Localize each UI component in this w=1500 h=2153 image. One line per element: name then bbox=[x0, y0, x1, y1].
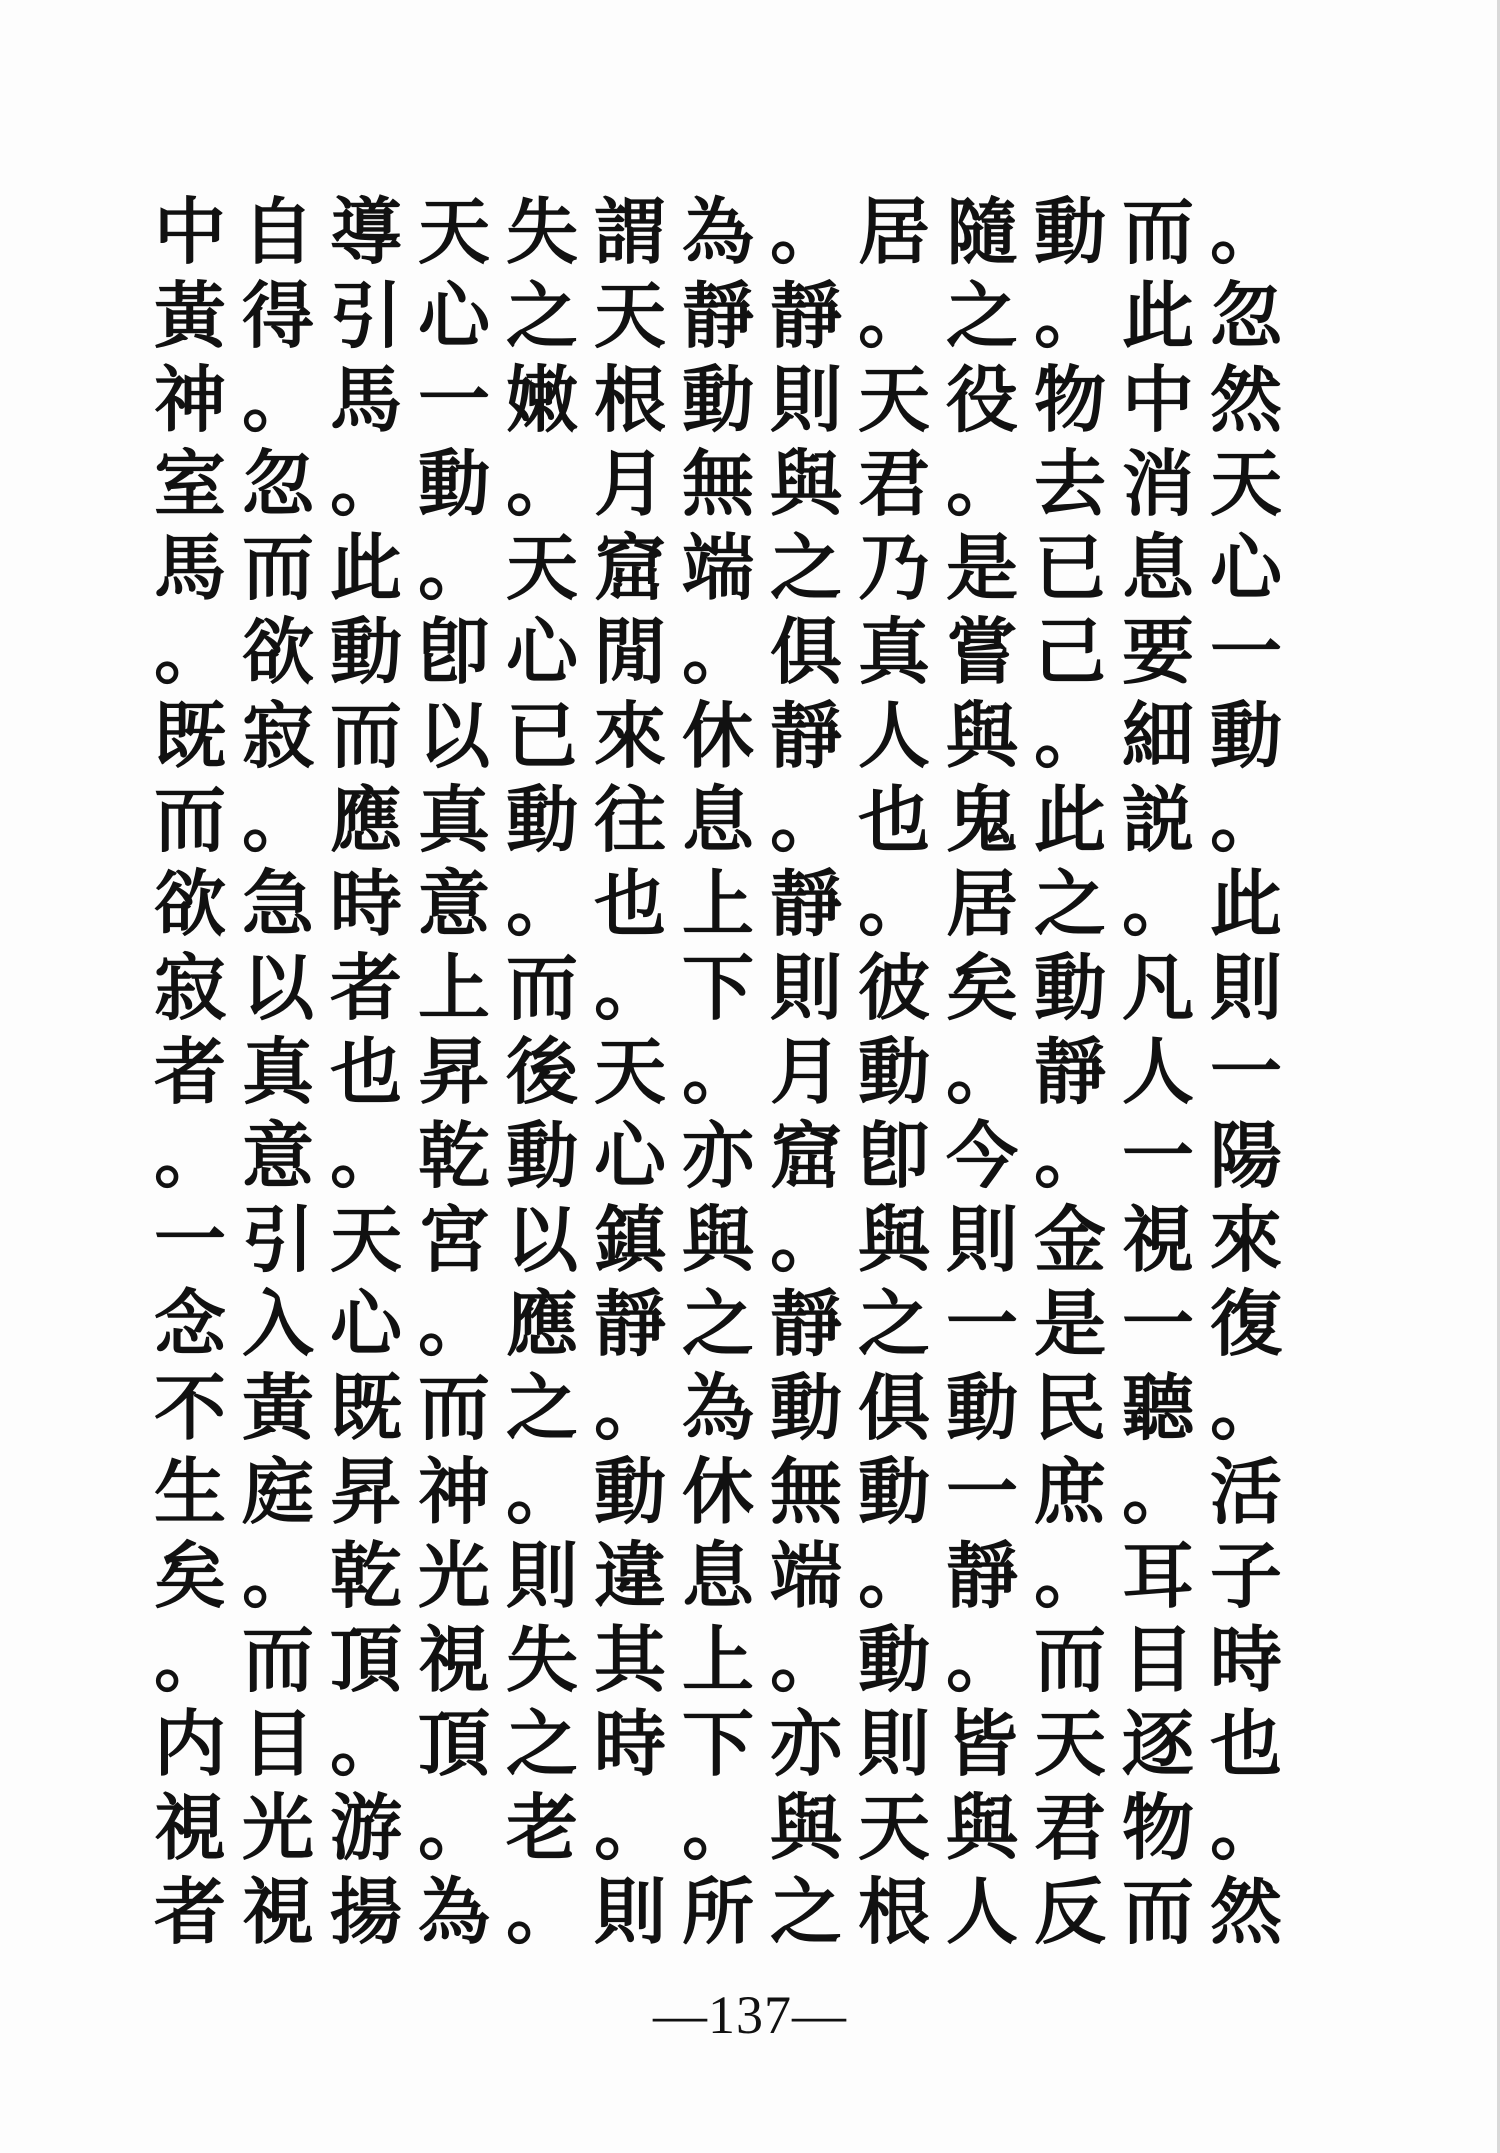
character: 而 bbox=[1121, 189, 1194, 274]
character: 者 bbox=[153, 1029, 226, 1114]
text-row bbox=[148, 1534, 1293, 1618]
character: 則 bbox=[945, 1197, 1018, 1282]
character: 息 bbox=[681, 777, 754, 862]
character: 其 bbox=[593, 1617, 666, 1702]
character: 念 bbox=[153, 1281, 226, 1366]
character: 人 bbox=[945, 1869, 1018, 1954]
character: 與 bbox=[769, 1785, 842, 1870]
character: 要 bbox=[1121, 609, 1194, 694]
character: 之 bbox=[505, 273, 578, 358]
character: 閒 bbox=[593, 609, 666, 694]
character: 。 bbox=[1209, 777, 1282, 862]
character: 一 bbox=[417, 357, 490, 442]
character: 心 bbox=[593, 1113, 666, 1198]
character: 一 bbox=[153, 1197, 226, 1282]
character: 動 bbox=[505, 777, 578, 862]
character: 陽 bbox=[1209, 1113, 1282, 1198]
character: 此 bbox=[1121, 273, 1194, 358]
character: 生 bbox=[153, 1449, 226, 1534]
character: 則 bbox=[505, 1533, 578, 1618]
character: 凡 bbox=[1121, 945, 1194, 1030]
character: 動 bbox=[1033, 189, 1106, 274]
character: 視 bbox=[153, 1785, 226, 1870]
character: 君 bbox=[1033, 1785, 1106, 1870]
character: 己 bbox=[1033, 609, 1106, 694]
text-row bbox=[148, 1114, 1293, 1198]
character: 動 bbox=[417, 441, 490, 526]
character: 一 bbox=[1121, 1281, 1194, 1366]
character: 端 bbox=[681, 525, 754, 610]
character: 之 bbox=[1033, 861, 1106, 946]
character: 。 bbox=[1209, 1785, 1282, 1870]
character: 乾 bbox=[417, 1113, 490, 1198]
character: 靜 bbox=[769, 693, 842, 778]
character: 是 bbox=[945, 525, 1018, 610]
character: 動 bbox=[593, 1449, 666, 1534]
character: 而 bbox=[505, 945, 578, 1030]
character: 神 bbox=[153, 357, 226, 442]
character: 。 bbox=[857, 1533, 930, 1618]
character: 。 bbox=[681, 1785, 754, 1870]
character: 。 bbox=[681, 1029, 754, 1114]
character: 欲 bbox=[241, 609, 314, 694]
character: 靜 bbox=[1033, 1029, 1106, 1114]
character: 。 bbox=[1033, 273, 1106, 358]
character: 乃 bbox=[857, 525, 930, 610]
character: 謂 bbox=[593, 189, 666, 274]
character: 説 bbox=[1121, 777, 1194, 862]
character: 。 bbox=[945, 441, 1018, 526]
character: 動 bbox=[1033, 945, 1106, 1030]
page-number: —137— bbox=[653, 1985, 847, 2045]
character: 。 bbox=[769, 1617, 842, 1702]
character: 動 bbox=[857, 1449, 930, 1534]
character: 。 bbox=[153, 1113, 226, 1198]
character: 息 bbox=[681, 1533, 754, 1618]
character: 視 bbox=[417, 1617, 490, 1702]
character: 。 bbox=[593, 945, 666, 1030]
character: 昇 bbox=[417, 1029, 490, 1114]
character: 而 bbox=[1121, 1869, 1194, 1954]
body-text bbox=[148, 189, 1293, 1954]
character: 目 bbox=[241, 1701, 314, 1786]
character: 神 bbox=[417, 1449, 490, 1534]
character: 天 bbox=[857, 357, 930, 442]
character: 天 bbox=[1209, 441, 1282, 526]
character: 老 bbox=[505, 1785, 578, 1870]
character: 月 bbox=[769, 1029, 842, 1114]
character: 既 bbox=[329, 1365, 402, 1450]
character: 息 bbox=[1121, 525, 1194, 610]
character: 而 bbox=[1033, 1617, 1106, 1702]
character: 者 bbox=[329, 945, 402, 1030]
character: 隨 bbox=[945, 189, 1018, 274]
character: 。 bbox=[1033, 1533, 1106, 1618]
character: 之 bbox=[505, 1365, 578, 1450]
character: 忽 bbox=[241, 441, 314, 526]
character: 。 bbox=[1209, 1365, 1282, 1450]
character: 然 bbox=[1209, 357, 1282, 442]
character: 。 bbox=[857, 861, 930, 946]
character: 金 bbox=[1033, 1197, 1106, 1282]
character: 。 bbox=[329, 1113, 402, 1198]
character: 也 bbox=[1209, 1701, 1282, 1786]
character: 心 bbox=[1209, 525, 1282, 610]
text-row bbox=[148, 1870, 1293, 1954]
character: 頂 bbox=[329, 1617, 402, 1702]
character: 動 bbox=[857, 1029, 930, 1114]
character: 寂 bbox=[153, 945, 226, 1030]
character: 居 bbox=[945, 861, 1018, 946]
character: 天 bbox=[417, 189, 490, 274]
character: 。 bbox=[329, 441, 402, 526]
character: 與 bbox=[945, 1785, 1018, 1870]
text-row bbox=[148, 1366, 1293, 1450]
character: 動 bbox=[329, 609, 402, 694]
character: 嘗 bbox=[945, 609, 1018, 694]
character: 。 bbox=[681, 609, 754, 694]
character: 靜 bbox=[769, 861, 842, 946]
character: 目 bbox=[1121, 1617, 1194, 1702]
character: 今 bbox=[945, 1113, 1018, 1198]
character: 動 bbox=[945, 1365, 1018, 1450]
character: 動 bbox=[505, 1113, 578, 1198]
character: 。 bbox=[153, 1617, 226, 1702]
character: 違 bbox=[593, 1533, 666, 1618]
character: 。 bbox=[241, 1533, 314, 1618]
character: 與 bbox=[945, 693, 1018, 778]
character: 所 bbox=[681, 1869, 754, 1954]
character: 。 bbox=[417, 525, 490, 610]
character: 則 bbox=[593, 1869, 666, 1954]
character: 中 bbox=[153, 189, 226, 274]
character: 則 bbox=[769, 357, 842, 442]
character: 者 bbox=[153, 1869, 226, 1954]
text-row bbox=[148, 1030, 1293, 1114]
character: 彼 bbox=[857, 945, 930, 1030]
character: 天 bbox=[593, 273, 666, 358]
character: 黃 bbox=[241, 1365, 314, 1450]
character: 真 bbox=[241, 1029, 314, 1114]
character: 細 bbox=[1121, 693, 1194, 778]
character: 入 bbox=[241, 1281, 314, 1366]
character: 真 bbox=[417, 777, 490, 862]
character: 。 bbox=[241, 777, 314, 862]
character: 時 bbox=[329, 861, 402, 946]
character: 室 bbox=[153, 441, 226, 526]
character: 馬 bbox=[153, 525, 226, 610]
character: 失 bbox=[505, 189, 578, 274]
text-row bbox=[148, 526, 1293, 610]
character: 一 bbox=[1209, 1029, 1282, 1114]
character: 之 bbox=[505, 1701, 578, 1786]
character: 休 bbox=[681, 693, 754, 778]
character: 。 bbox=[593, 1785, 666, 1870]
character: 然 bbox=[1209, 1869, 1282, 1954]
character: 宮 bbox=[417, 1197, 490, 1282]
character: 心 bbox=[505, 609, 578, 694]
character: 鬼 bbox=[945, 777, 1018, 862]
character: 。 bbox=[857, 273, 930, 358]
character: 時 bbox=[1209, 1617, 1282, 1702]
character: 與 bbox=[857, 1197, 930, 1282]
character: 天 bbox=[505, 525, 578, 610]
character: 靜 bbox=[681, 273, 754, 358]
character: 耳 bbox=[1121, 1533, 1194, 1618]
character: 此 bbox=[1209, 861, 1282, 946]
character: 下 bbox=[681, 1701, 754, 1786]
character: 根 bbox=[593, 357, 666, 442]
character: 得 bbox=[241, 273, 314, 358]
character: 之 bbox=[945, 273, 1018, 358]
character: 已 bbox=[1033, 525, 1106, 610]
character: 矣 bbox=[153, 1533, 226, 1618]
character: 引 bbox=[241, 1197, 314, 1282]
character: 之 bbox=[681, 1281, 754, 1366]
character: 心 bbox=[329, 1281, 402, 1366]
character: 鎮 bbox=[593, 1197, 666, 1282]
character: 光 bbox=[417, 1533, 490, 1618]
character: 役 bbox=[945, 357, 1018, 442]
character: 。 bbox=[1121, 861, 1194, 946]
character: 也 bbox=[329, 1029, 402, 1114]
character: 與 bbox=[681, 1197, 754, 1282]
text-row bbox=[148, 946, 1293, 1030]
character: 此 bbox=[329, 525, 402, 610]
character: 以 bbox=[505, 1197, 578, 1282]
character: 而 bbox=[329, 693, 402, 778]
character: 靜 bbox=[769, 1281, 842, 1366]
character: 導 bbox=[329, 189, 402, 274]
character: 一 bbox=[1121, 1113, 1194, 1198]
character: 去 bbox=[1033, 441, 1106, 526]
character: 。 bbox=[329, 1701, 402, 1786]
text-row bbox=[148, 1702, 1293, 1786]
text-row bbox=[148, 778, 1293, 862]
character: 之 bbox=[857, 1281, 930, 1366]
character: 反 bbox=[1033, 1869, 1106, 1954]
character: 之 bbox=[769, 1869, 842, 1954]
character: 皆 bbox=[945, 1701, 1018, 1786]
character: 是 bbox=[1033, 1281, 1106, 1366]
character: 視 bbox=[241, 1869, 314, 1954]
character: 則 bbox=[857, 1701, 930, 1786]
character: 應 bbox=[329, 777, 402, 862]
text-row bbox=[148, 610, 1293, 694]
character: 寂 bbox=[241, 693, 314, 778]
character: 光 bbox=[241, 1785, 314, 1870]
character: 。 bbox=[1033, 693, 1106, 778]
character: 窟 bbox=[769, 1113, 842, 1198]
character: 動 bbox=[681, 357, 754, 442]
character: 。 bbox=[769, 1197, 842, 1282]
text-row bbox=[148, 1786, 1293, 1870]
text-row bbox=[148, 1618, 1293, 1702]
character: 揚 bbox=[329, 1869, 402, 1954]
character: 視 bbox=[1121, 1197, 1194, 1282]
character: 一 bbox=[1209, 609, 1282, 694]
character: 往 bbox=[593, 777, 666, 862]
character: 人 bbox=[1121, 1029, 1194, 1114]
character: 心 bbox=[417, 273, 490, 358]
character: 來 bbox=[593, 693, 666, 778]
character: 自 bbox=[241, 189, 314, 274]
character: 。 bbox=[769, 777, 842, 862]
character: 而 bbox=[241, 525, 314, 610]
character: 。 bbox=[1121, 1449, 1194, 1534]
character: 無 bbox=[681, 441, 754, 526]
character: 動 bbox=[1209, 693, 1282, 778]
character: 人 bbox=[857, 693, 930, 778]
character: 物 bbox=[1033, 357, 1106, 442]
character: 意 bbox=[241, 1113, 314, 1198]
text-row bbox=[148, 862, 1293, 946]
character: 已 bbox=[505, 693, 578, 778]
character: 以 bbox=[417, 693, 490, 778]
character: 不 bbox=[153, 1365, 226, 1450]
character: 應 bbox=[505, 1281, 578, 1366]
character: 休 bbox=[681, 1449, 754, 1534]
character: 而 bbox=[241, 1617, 314, 1702]
character: 天 bbox=[857, 1785, 930, 1870]
character: 此 bbox=[1033, 777, 1106, 862]
character: 也 bbox=[857, 777, 930, 862]
character: 下 bbox=[681, 945, 754, 1030]
character: 動 bbox=[769, 1365, 842, 1450]
character: 。 bbox=[505, 441, 578, 526]
character: 君 bbox=[857, 441, 930, 526]
character: 上 bbox=[417, 945, 490, 1030]
character: 聽 bbox=[1121, 1365, 1194, 1450]
character: 失 bbox=[505, 1617, 578, 1702]
character: 卽 bbox=[417, 609, 490, 694]
character: 一 bbox=[945, 1281, 1018, 1366]
character: 活 bbox=[1209, 1449, 1282, 1534]
character: 靜 bbox=[769, 273, 842, 358]
character: 。 bbox=[1033, 1113, 1106, 1198]
character: 以 bbox=[241, 945, 314, 1030]
character: 俱 bbox=[769, 609, 842, 694]
character: 無 bbox=[769, 1449, 842, 1534]
character: 昇 bbox=[329, 1449, 402, 1534]
text-row bbox=[148, 358, 1293, 442]
character: 民 bbox=[1033, 1365, 1106, 1450]
character: 庭 bbox=[241, 1449, 314, 1534]
character: 乾 bbox=[329, 1533, 402, 1618]
character: 為 bbox=[417, 1869, 490, 1954]
text-row bbox=[148, 274, 1293, 358]
character: 俱 bbox=[857, 1365, 930, 1450]
character: 時 bbox=[593, 1701, 666, 1786]
character: 游 bbox=[329, 1785, 402, 1870]
character: 一 bbox=[945, 1449, 1018, 1534]
character: 卽 bbox=[857, 1113, 930, 1198]
character: 。 bbox=[505, 861, 578, 946]
character: 真 bbox=[857, 609, 930, 694]
character: 。 bbox=[417, 1785, 490, 1870]
character: 。 bbox=[945, 1617, 1018, 1702]
character: 子 bbox=[1209, 1533, 1282, 1618]
character: 。 bbox=[153, 609, 226, 694]
text-row bbox=[148, 1450, 1293, 1534]
character: 庶 bbox=[1033, 1449, 1106, 1534]
text-row bbox=[148, 1282, 1293, 1366]
character: 動 bbox=[857, 1617, 930, 1702]
character: 而 bbox=[417, 1365, 490, 1450]
character: 意 bbox=[417, 861, 490, 946]
character: 逐 bbox=[1121, 1701, 1194, 1786]
character: 則 bbox=[1209, 945, 1282, 1030]
character: 矣 bbox=[945, 945, 1018, 1030]
character: 物 bbox=[1121, 1785, 1194, 1870]
character: 引 bbox=[329, 273, 402, 358]
character: 端 bbox=[769, 1533, 842, 1618]
character: 。 bbox=[505, 1869, 578, 1954]
character: 也 bbox=[593, 861, 666, 946]
character: 靜 bbox=[945, 1533, 1018, 1618]
character: 來 bbox=[1209, 1197, 1282, 1282]
character: 天 bbox=[1033, 1701, 1106, 1786]
character: 上 bbox=[681, 1617, 754, 1702]
character: 。 bbox=[417, 1281, 490, 1366]
character: 而 bbox=[153, 777, 226, 862]
character: 後 bbox=[505, 1029, 578, 1114]
character: 。 bbox=[1209, 189, 1282, 274]
text-row bbox=[148, 442, 1293, 526]
character: 根 bbox=[857, 1869, 930, 1954]
character: 亦 bbox=[769, 1701, 842, 1786]
character: 則 bbox=[769, 945, 842, 1030]
text-row bbox=[148, 190, 1293, 274]
character: 馬 bbox=[329, 357, 402, 442]
character: 之 bbox=[769, 525, 842, 610]
character: 與 bbox=[769, 441, 842, 526]
text-row bbox=[148, 694, 1293, 778]
character: 靜 bbox=[593, 1281, 666, 1366]
character: 。 bbox=[945, 1029, 1018, 1114]
character: 天 bbox=[329, 1197, 402, 1282]
character: 窟 bbox=[593, 525, 666, 610]
character: 居 bbox=[857, 189, 930, 274]
character: 上 bbox=[681, 861, 754, 946]
character: 急 bbox=[241, 861, 314, 946]
character: 黃 bbox=[153, 273, 226, 358]
character: 忽 bbox=[1209, 273, 1282, 358]
character: 月 bbox=[593, 441, 666, 526]
character: 。 bbox=[241, 357, 314, 442]
character: 既 bbox=[153, 693, 226, 778]
character: 亦 bbox=[681, 1113, 754, 1198]
character: 復 bbox=[1209, 1281, 1282, 1366]
character: 内 bbox=[153, 1701, 226, 1786]
character: 。 bbox=[769, 189, 842, 274]
character: 天 bbox=[593, 1029, 666, 1114]
character: 為 bbox=[681, 189, 754, 274]
character: 中 bbox=[1121, 357, 1194, 442]
character: 嫩 bbox=[505, 357, 578, 442]
character: 消 bbox=[1121, 441, 1194, 526]
character: 。 bbox=[593, 1365, 666, 1450]
character: 。 bbox=[505, 1449, 578, 1534]
text-row bbox=[148, 1198, 1293, 1282]
character: 欲 bbox=[153, 861, 226, 946]
character: 為 bbox=[681, 1365, 754, 1450]
character: 頂 bbox=[417, 1701, 490, 1786]
